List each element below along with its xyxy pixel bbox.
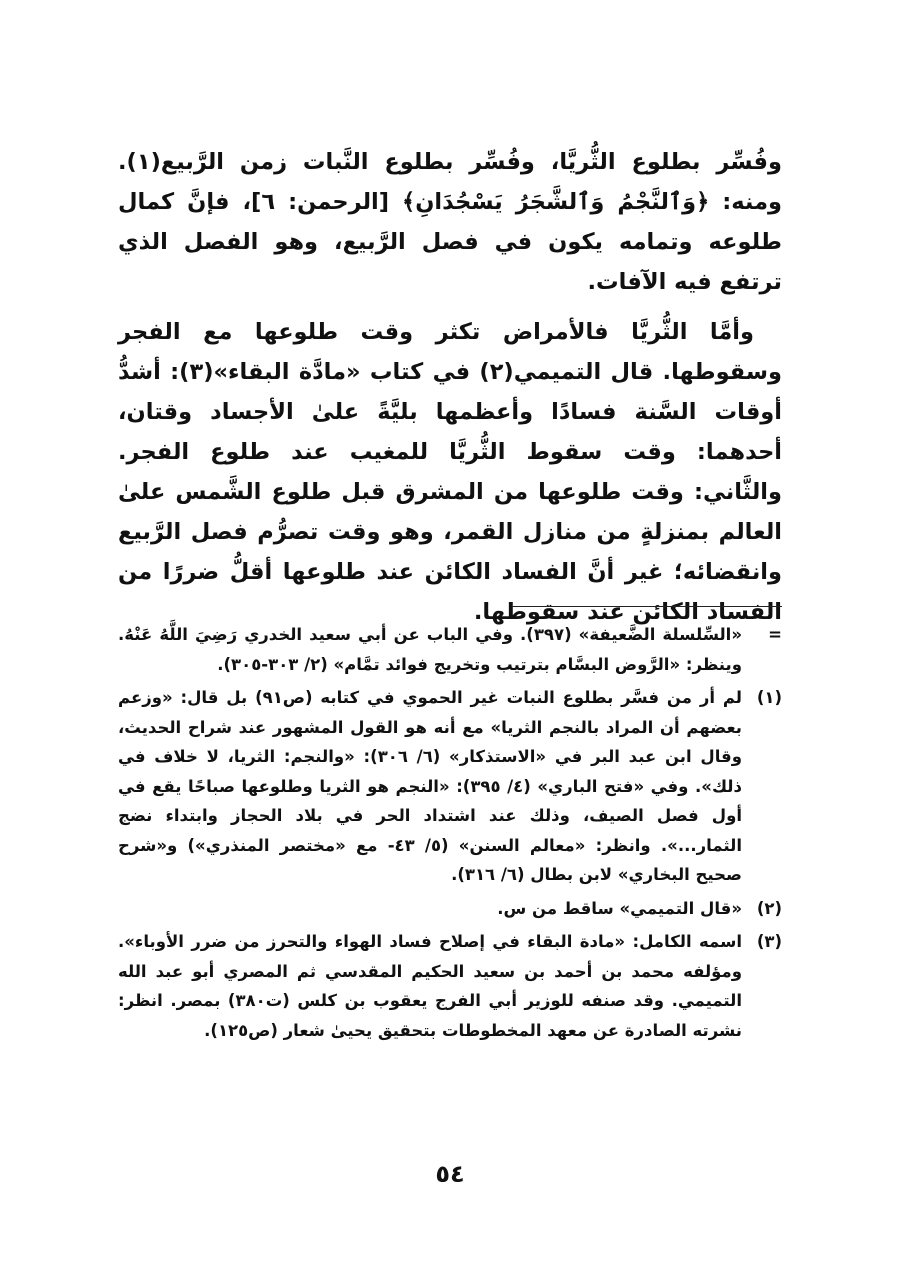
main-text-block — [118, 142, 782, 642]
footnote-text: «السِّلسلة الضَّعيفة» (٣٩٧). وفي الباب عن أبي سعيد الخدري رَضِيَ اللَّهُ عَنْهُ. وينظر: «الرَّوض البسَّام بترتيب وتخريج فوائد تمَّام» (٢/ ٣٠٣-٣٠٥). — [118, 625, 742, 674]
footnotes — [118, 620, 782, 1049]
paragraph-2: وأمَّا الثُّريَّا فالأمراض تكثر وقت طلوعها مع الفجر وسقوطها. قال التميمي(٢) في كتاب «مادَّة البقاء»(٣): أشدُّ أوقات السَّنة فسادًا وأعظمها بليَّةً علىٰ الأجساد وقتان، أحدهما: وقت سقوط الثُّريَّا للمغيب عند طلوع الفجر. والثَّاني: وقت طلوعها من المشرق قبل طلوع الشَّمس علىٰ العالم بمنزلةٍ من منازل القمر، وهو وقت تصرُّم فصل الرَّبيع وانقضائه؛ غير أنَّ الفساد الكائن عند طلوعها أقلُّ ضررًا من الفساد الكائن عند سقوطها. — [118, 319, 782, 625]
paragraph-1: وفُسِّر بطلوع الثُّريَّا، وفُسِّر بطلوع النَّبات زمن الرَّبيع(١). ومنه: ﴿وَٱلنَّجْمُ وَٱلشَّجَرُ يَسْجُدَانِ﴾ [الرحمن: ٦]، فإنَّ كمال طلوعه وتمامه يكون في فصل الرَّبيع، وهو الفصل الذي ترتفع فيه الآفات. — [118, 149, 782, 295]
footnote-marker: (٣) — [756, 932, 782, 951]
footnote-marker: = — [768, 625, 782, 644]
footnote-marker: (١) — [756, 688, 782, 707]
footnote-1 — [118, 683, 782, 890]
footnote-text: لم أر من فسَّر بطلوع النبات غير الحموي في كتابه (ص٩١) بل قال: «وزعم بعضهم أن المراد بالنجم الثريا» مع أنه هو القول المشهور عند شراح الحديث، وقال ابن عبد البر في «الاستذكار» (٦/ ٣٠٦): «والنجم: الثريا، لا خلاف في ذلك». وفي «فتح الباري» (٤/ ٣٩٥): «النجم هو الثريا وطلوعها صباحًا يقع في أول فصل الصيف، وذلك عند اشتداد الحر في بلاد الحجاز وابتداء نضج الثمار...». وانظر: «معالم السنن» (٥/ ٤٣- مع «مختصر المنذري») و«شرح صحيح البخاري» لابن بطال (٦/ ٣١٦). — [118, 688, 742, 884]
footnote-separator — [512, 606, 782, 607]
footnote-2 — [118, 894, 782, 924]
page-number: ٥٤ — [435, 1160, 465, 1188]
footnote-3 — [118, 927, 782, 1045]
footnote-continuation — [118, 620, 782, 679]
footnote-text: «قال التميمي» ساقط من س. — [497, 898, 742, 918]
footnote-marker: (٢) — [756, 898, 782, 918]
footnote-text: اسمه الكامل: «مادة البقاء في إصلاح فساد الهواء والتحرز من ضرر الأوباء». ومؤلفه محمد بن أحمد بن سعيد الحكيم المقدسي ثم المصري أبو عبد الله التميمي. وقد صنفه للوزير أبي الفرج يعقوب بن كلس (ت٣٨٠) بمصر. انظر: نشرته الصادرة عن معهد المخطوطات بتحقيق يحيىٰ شعار (ص١٢٥). — [118, 932, 742, 1040]
